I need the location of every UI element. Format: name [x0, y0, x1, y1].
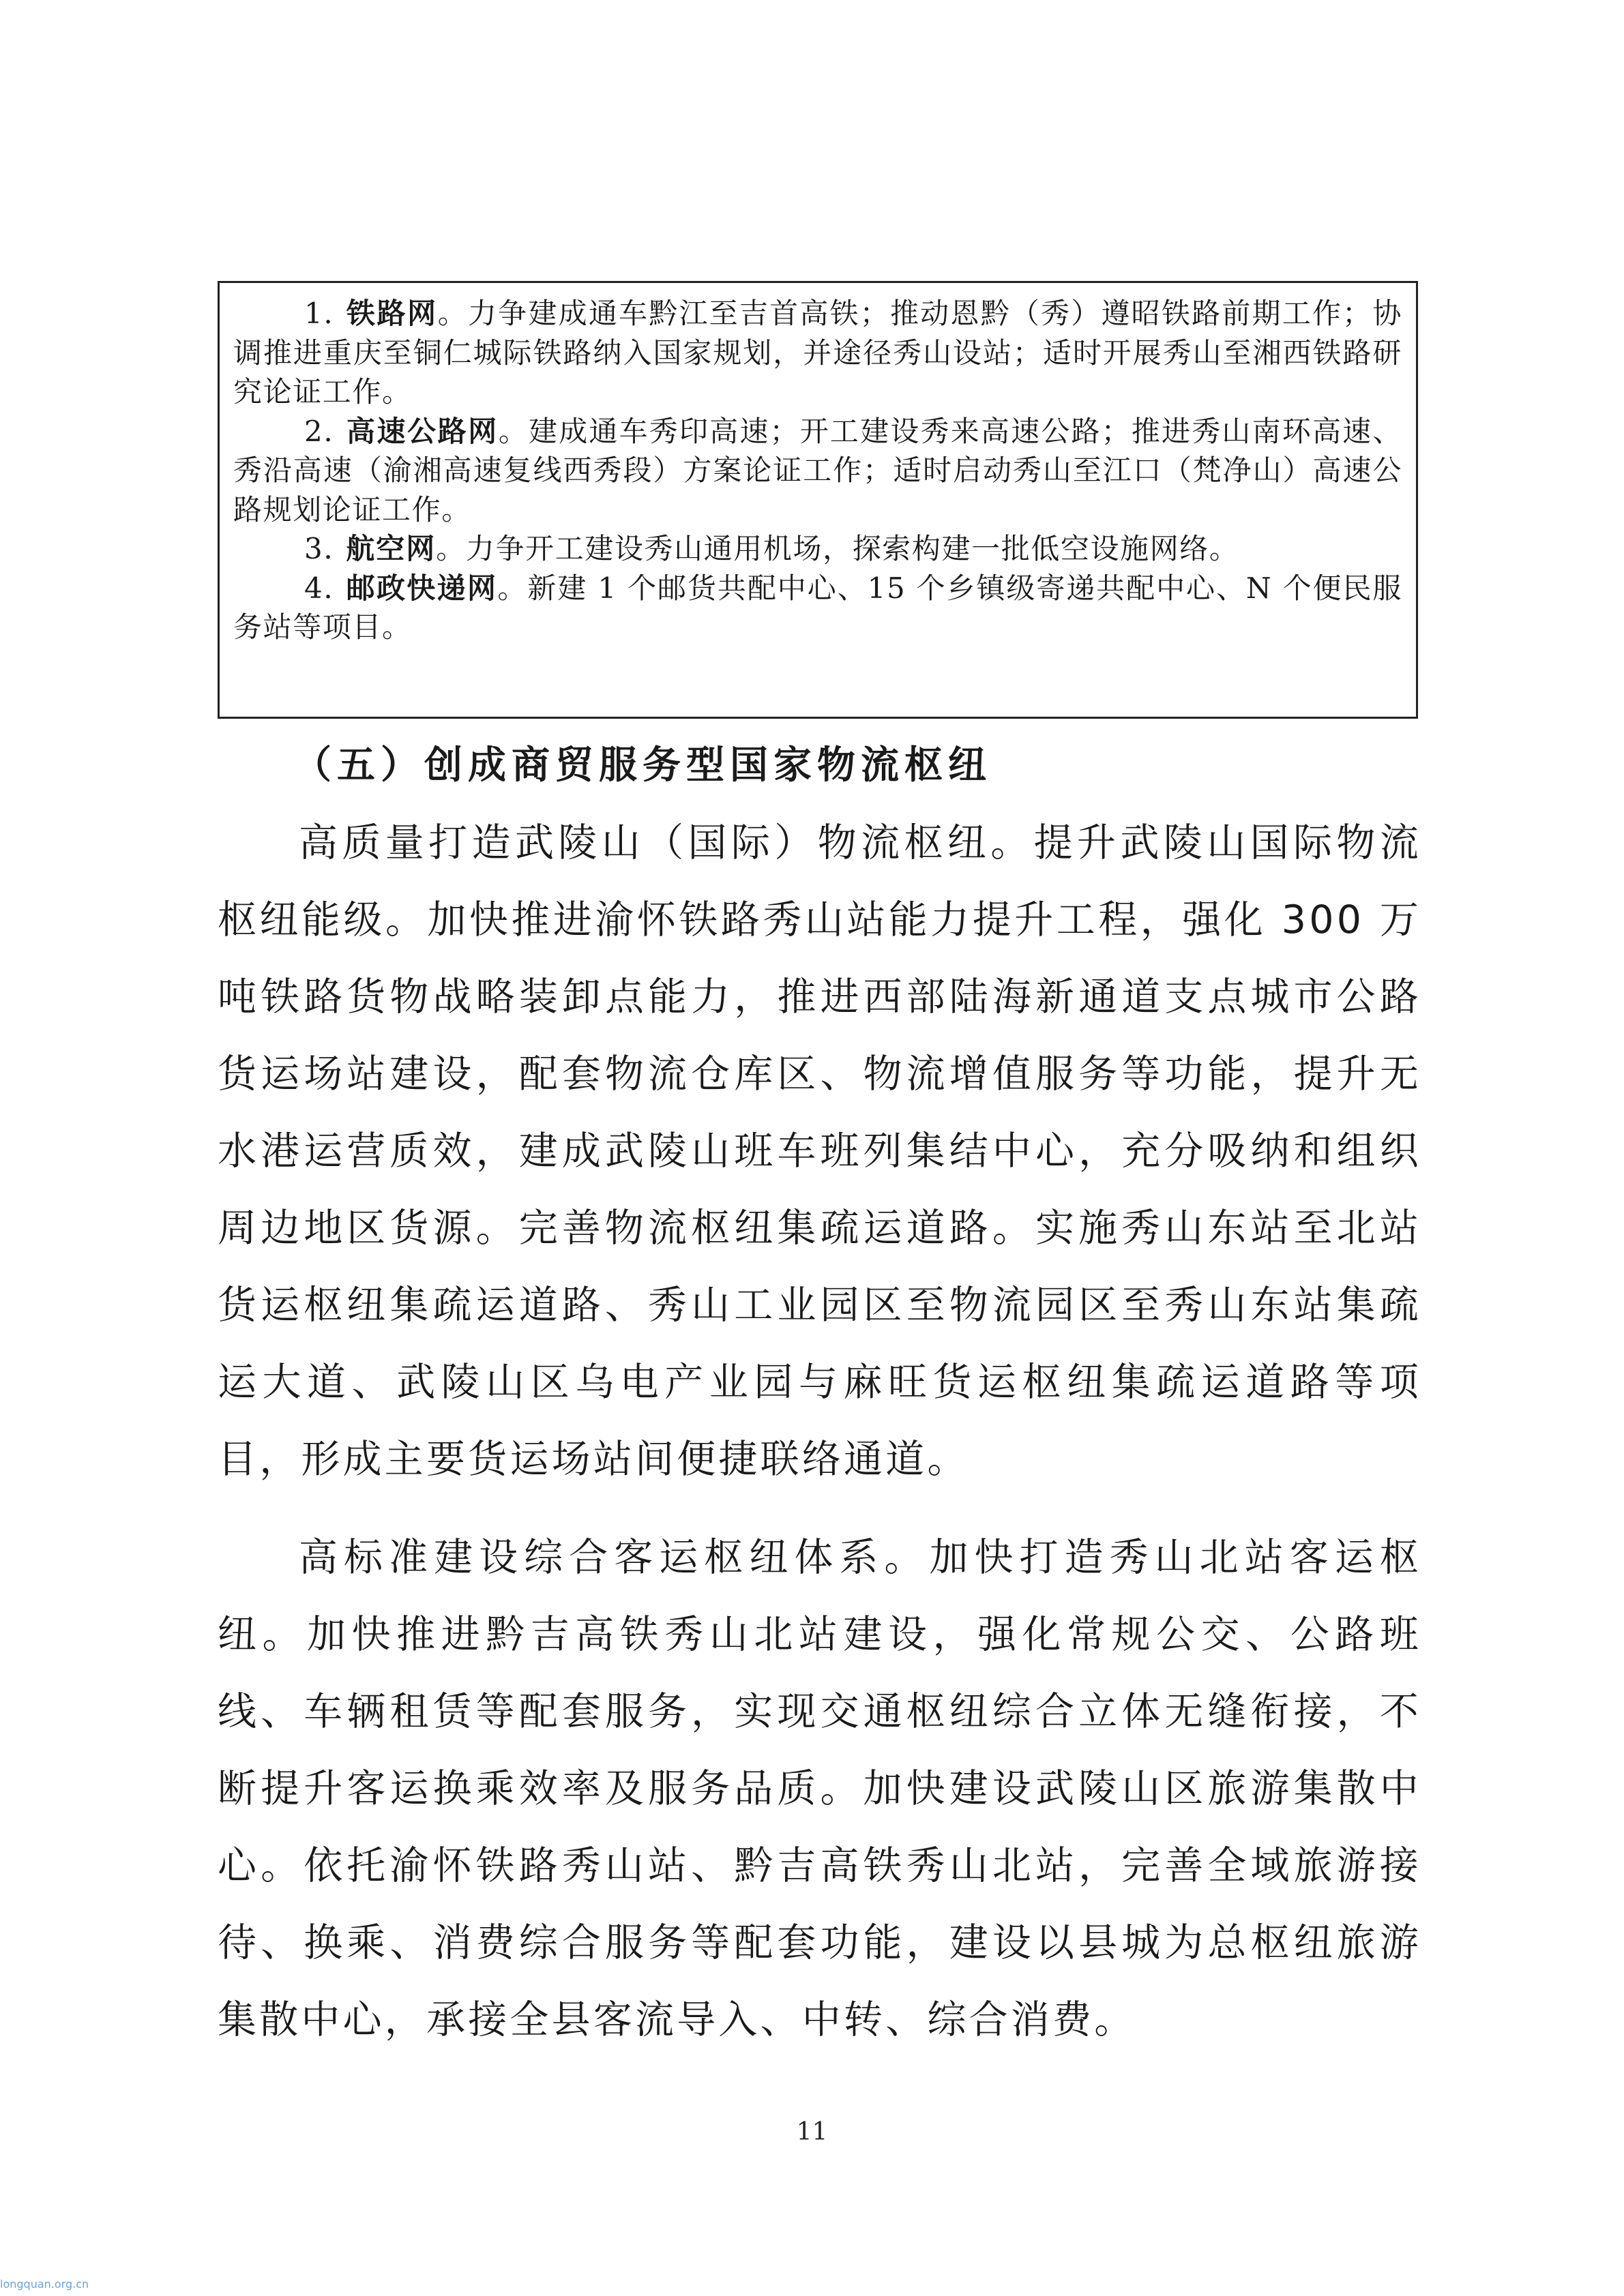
paragraph-lead: 高标准建设综合客运枢纽体系。	[299, 1535, 930, 1580]
list-item-highway	[233, 412, 1402, 530]
body-paragraph	[218, 805, 1421, 1498]
paragraph-text: 提升武陵山国际物流枢纽能级。加快推进渝怀铁路秀山站能力提升工程，强化 300 万吨铁路货物战略装卸点能力，推进西部陆海新通道支点城市公路货运场站建设，配套物流仓库区、物流增值服务等功能，提升无水港运营质效，建成武陵山班车班列集结中心，充分吸纳和组织周边地区货源。完善物流枢纽集疏运道路。实施秀山东站至北站货运枢纽集疏运道路、秀山工业园区至物流园区至秀山东站集疏运大道、武陵山区乌电产业园与麻旺货运枢纽集疏运道路等项目，形成主要货运场站间便捷联络通道。	[218, 820, 1421, 1482]
page-number: 11	[796, 2118, 828, 2146]
project-list-box	[218, 281, 1418, 719]
list-item-text: 。新建 1 个邮货共配中心、15 个乡镇级寄递共配中心、N 个便民服务站等项目。	[233, 571, 1402, 644]
list-item-text: 。建成通车秀印高速；开工建设秀来高速公路；推进秀山南环高速、秀沿高速（渝湘高速复线西秀段）方案论证工作；适时启动秀山至江口（梵净山）高速公路规划论证工作。	[233, 414, 1402, 526]
list-item-number: 3.	[304, 532, 334, 565]
list-item-keyword: 高速公路网	[346, 414, 499, 448]
list-item-aviation	[233, 529, 1402, 569]
list-item-number: 2.	[304, 414, 334, 448]
list-item-railway	[233, 294, 1402, 412]
list-item-number: 4.	[304, 571, 334, 605]
list-item-text: 。力争开工建设秀山通用机场，探索构建一批低空设施网络。	[436, 532, 1239, 565]
paragraph-text: 加快打造秀山北站客运枢纽。加快推进黔吉高铁秀山北站建设，强化常规公交、公路班线、车辆租赁等配套服务，实现交通枢纽综合立体无缝衔接，不断提升客运换乘效率及服务品质。加快建设武陵山区旅游集散中心。依托渝怀铁路秀山站、黔吉高铁秀山北站，完善全域旅游接待、换乘、消费综合服务等配套功能，建设以县城为总枢纽旅游集散中心，承接全县客流导入、中转、综合消费。	[218, 1535, 1421, 2042]
list-item-number: 1.	[304, 297, 334, 330]
list-item-keyword: 航空网	[346, 532, 437, 565]
watermark: longquan.org.cn	[0, 2278, 89, 2291]
list-item-postal	[233, 569, 1402, 647]
section-heading: （五）创成商贸服务型国家物流枢纽	[293, 743, 992, 788]
list-item-text: 。力争建成通车黔江至吉首高铁；推动恩黔（秀）遵昭铁路前期工作；协调推进重庆至铜仁城际铁路纳入国家规划，并途径秀山设站；适时开展秀山至湘西铁路研究论证工作。	[233, 297, 1402, 408]
body-paragraph	[218, 1519, 1421, 2059]
list-item-keyword: 邮政快递网	[346, 571, 498, 605]
list-item-keyword: 铁路网	[346, 297, 438, 330]
paragraph-lead: 高质量打造武陵山（国际）物流枢纽。	[299, 820, 1034, 865]
